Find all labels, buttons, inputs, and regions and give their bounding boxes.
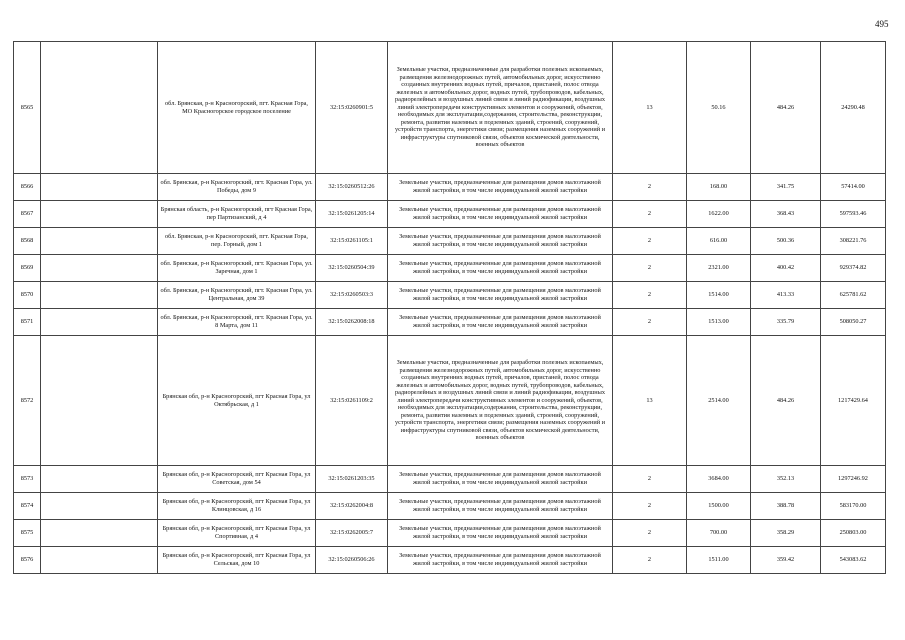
table-row <box>14 42 886 174</box>
row-number: 8573 <box>14 466 41 493</box>
cadastral-value-cell: 597593.46 <box>821 201 886 228</box>
cadastral-value-cell: 1297246.92 <box>821 466 886 493</box>
land-use-cell: Земельные участки, предназначенные для разработки полезных ископаемых, размещения железнодорожных путей, автомобильных дорог, искусственно созданных внутренних водных путей, причалов, пристаней, полос отвода железных и автомобильных дорог, водных путей, трубопроводов, кабельных, радиорелейных и воздушных линий связи и линий радиофикации, воздушных линий электропередачи конструктивных элементов и сооружений, объектов, необходимых для эксплуатации,содержания, строительства, реконструкции, ремонта, развития наземных и подземных зданий, строений, сооружений, устройств транспорта, энергетики связи; размещения наземных сооружений и инфраструктуры спутниковой связи, объектов космической деятельности, военных объектов <box>388 336 613 466</box>
table-body <box>14 42 886 574</box>
row-number: 8568 <box>14 228 41 255</box>
group-cell: 2 <box>613 520 687 547</box>
blank-cell <box>41 493 158 520</box>
specific-value-cell: 484.26 <box>751 42 821 174</box>
cadastral-value-table <box>13 41 886 574</box>
group-cell: 13 <box>613 336 687 466</box>
row-number: 8569 <box>14 255 41 282</box>
row-number: 8576 <box>14 547 41 574</box>
blank-cell <box>41 174 158 201</box>
specific-value-cell: 359.42 <box>751 547 821 574</box>
blank-cell <box>41 228 158 255</box>
address-cell: Брянская обл, р-н Красногорский, пгт Красная Гора, ул Спортивная, д 4 <box>158 520 316 547</box>
table-row <box>14 336 886 466</box>
cadastral-number-cell: 32:15:0260504:39 <box>316 255 388 282</box>
address-cell: обл. Брянская, р-н Красногорский, пгт. Красная Гора, ул. 8 Марта, дом 11 <box>158 309 316 336</box>
address-cell: Брянская обл, р-н Красногорский, пгт Красная Гора, ул Клинцовская, д 16 <box>158 493 316 520</box>
area-cell: 2514.00 <box>687 336 751 466</box>
group-cell: 13 <box>613 42 687 174</box>
specific-value-cell: 500.36 <box>751 228 821 255</box>
land-use-cell: Земельные участки, предназначенные для размещения домов малоэтажной жилой застройки, в том числе индивидуальной жилой застройки <box>388 309 613 336</box>
row-number: 8571 <box>14 309 41 336</box>
row-number: 8575 <box>14 520 41 547</box>
cadastral-number-cell: 32:15:0262004:8 <box>316 493 388 520</box>
cadastral-number-cell: 32:15:0262008:18 <box>316 309 388 336</box>
cadastral-value-cell: 250803.00 <box>821 520 886 547</box>
blank-cell <box>41 201 158 228</box>
land-use-cell: Земельные участки, предназначенные для размещения домов малоэтажной жилой застройки, в том числе индивидуальной жилой застройки <box>388 174 613 201</box>
row-number: 8572 <box>14 336 41 466</box>
address-cell: Брянская область, р-н Красногорский, пгт Красная Гора, пер Партизанский, д 4 <box>158 201 316 228</box>
table-row <box>14 201 886 228</box>
specific-value-cell: 368.43 <box>751 201 821 228</box>
table-row <box>14 520 886 547</box>
table-row <box>14 493 886 520</box>
table-row <box>14 228 886 255</box>
group-cell: 2 <box>613 201 687 228</box>
area-cell: 1511.00 <box>687 547 751 574</box>
blank-cell <box>41 42 158 174</box>
cadastral-number-cell: 32:15:0260512:26 <box>316 174 388 201</box>
area-cell: 700.00 <box>687 520 751 547</box>
specific-value-cell: 388.78 <box>751 493 821 520</box>
land-use-cell: Земельные участки, предназначенные для размещения домов малоэтажной жилой застройки, в том числе индивидуальной жилой застройки <box>388 255 613 282</box>
specific-value-cell: 484.26 <box>751 336 821 466</box>
cadastral-value-cell: 625781.62 <box>821 282 886 309</box>
specific-value-cell: 341.75 <box>751 174 821 201</box>
table-row <box>14 309 886 336</box>
address-cell: обл. Брянская, р-н Красногорский, пгт. Красная Гора, МО Красногорское городское поселение <box>158 42 316 174</box>
land-use-cell: Земельные участки, предназначенные для размещения домов малоэтажной жилой застройки, в том числе индивидуальной жилой застройки <box>388 201 613 228</box>
area-cell: 3684.00 <box>687 466 751 493</box>
blank-cell <box>41 520 158 547</box>
cadastral-value-cell: 308221.76 <box>821 228 886 255</box>
address-cell: Брянская обл, р-н Красногорский, пгт Красная Гора, ул Октябрьская, д 1 <box>158 336 316 466</box>
address-cell: обл. Брянская, р-н Красногорский, пгт. Красная Гора, ул. Центральная, дом 39 <box>158 282 316 309</box>
blank-cell <box>41 466 158 493</box>
address-cell: обл. Брянская, р-н Красногорский, пгт. Красная Гора, ул. Заречная, дом 1 <box>158 255 316 282</box>
cadastral-number-cell: 32:15:0260506:26 <box>316 547 388 574</box>
address-cell: обл. Брянская, р-н Красногорский, пгт. Красная Гора, пер. Горный, дом 1 <box>158 228 316 255</box>
blank-cell <box>41 547 158 574</box>
land-use-cell: Земельные участки, предназначенные для размещения домов малоэтажной жилой застройки, в том числе индивидуальной жилой застройки <box>388 228 613 255</box>
blank-cell <box>41 255 158 282</box>
table-row <box>14 255 886 282</box>
land-use-cell: Земельные участки, предназначенные для размещения домов малоэтажной жилой застройки, в том числе индивидуальной жилой застройки <box>388 466 613 493</box>
table-row <box>14 547 886 574</box>
row-number: 8566 <box>14 174 41 201</box>
specific-value-cell: 358.29 <box>751 520 821 547</box>
address-cell: Брянская обл, р-н Красногорский, пгт Красная Гора, ул Сельская, дом 10 <box>158 547 316 574</box>
land-use-cell: Земельные участки, предназначенные для размещения домов малоэтажной жилой застройки, в том числе индивидуальной жилой застройки <box>388 547 613 574</box>
cadastral-value-cell: 57414.00 <box>821 174 886 201</box>
cadastral-value-cell: 24290.48 <box>821 42 886 174</box>
cadastral-value-cell: 1217429.64 <box>821 336 886 466</box>
group-cell: 2 <box>613 309 687 336</box>
area-cell: 1513.00 <box>687 309 751 336</box>
address-cell: Брянская обл, р-н Красногорский, пгт Красная Гора, ул Советская, дом 54 <box>158 466 316 493</box>
area-cell: 1514.00 <box>687 282 751 309</box>
land-use-cell: Земельные участки, предназначенные для размещения домов малоэтажной жилой застройки, в том числе индивидуальной жилой застройки <box>388 282 613 309</box>
area-cell: 1500.00 <box>687 493 751 520</box>
row-number: 8567 <box>14 201 41 228</box>
cadastral-number-cell: 32:15:0261203:35 <box>316 466 388 493</box>
table-row <box>14 174 886 201</box>
area-cell: 2321.00 <box>687 255 751 282</box>
blank-cell <box>41 282 158 309</box>
group-cell: 2 <box>613 174 687 201</box>
cadastral-value-cell: 508050.27 <box>821 309 886 336</box>
cadastral-value-cell: 543083.62 <box>821 547 886 574</box>
cadastral-number-cell: 32:15:0260503:3 <box>316 282 388 309</box>
group-cell: 2 <box>613 493 687 520</box>
group-cell: 2 <box>613 547 687 574</box>
page-number: 495 <box>875 19 889 29</box>
specific-value-cell: 400.42 <box>751 255 821 282</box>
land-use-cell: Земельные участки, предназначенные для разработки полезных ископаемых, размещения железнодорожных путей, автомобильных дорог, искусственно созданных внутренних водных путей, причалов, пристаней, полос отвода железных и автомобильных дорог, водных путей, трубопроводов, кабельных, радиорелейных и воздушных линий связи и линий радиофикации, воздушных линий электропередачи конструктивных элементов и сооружений, объектов, необходимых для эксплуатации,содержания, строительства, реконструкции, ремонта, развития наземных и подземных зданий, строений, сооружений, устройств транспорта, энергетики связи; размещения наземных сооружений и инфраструктуры спутниковой связи, объектов космической деятельности, военных объектов <box>388 42 613 174</box>
row-number: 8574 <box>14 493 41 520</box>
group-cell: 2 <box>613 282 687 309</box>
cadastral-value-cell: 583170.00 <box>821 493 886 520</box>
blank-cell <box>41 336 158 466</box>
address-cell: обл. Брянская, р-н Красногорский, пгт. Красная Гора, ул. Победы, дом 9 <box>158 174 316 201</box>
specific-value-cell: 352.13 <box>751 466 821 493</box>
table-row <box>14 466 886 493</box>
cadastral-number-cell: 32:15:0261109:2 <box>316 336 388 466</box>
row-number: 8570 <box>14 282 41 309</box>
blank-cell <box>41 309 158 336</box>
group-cell: 2 <box>613 255 687 282</box>
table-row <box>14 282 886 309</box>
row-number: 8565 <box>14 42 41 174</box>
area-cell: 1622.00 <box>687 201 751 228</box>
cadastral-number-cell: 32:15:0262005:7 <box>316 520 388 547</box>
area-cell: 616.00 <box>687 228 751 255</box>
area-cell: 50.16 <box>687 42 751 174</box>
area-cell: 168.00 <box>687 174 751 201</box>
group-cell: 2 <box>613 466 687 493</box>
land-use-cell: Земельные участки, предназначенные для размещения домов малоэтажной жилой застройки, в том числе индивидуальной жилой застройки <box>388 520 613 547</box>
cadastral-number-cell: 32:15:0261105:1 <box>316 228 388 255</box>
specific-value-cell: 335.79 <box>751 309 821 336</box>
cadastral-number-cell: 32:15:0260901:5 <box>316 42 388 174</box>
cadastral-number-cell: 32:15:0261205:14 <box>316 201 388 228</box>
specific-value-cell: 413.33 <box>751 282 821 309</box>
cadastral-value-cell: 929374.82 <box>821 255 886 282</box>
land-use-cell: Земельные участки, предназначенные для размещения домов малоэтажной жилой застройки, в том числе индивидуальной жилой застройки <box>388 493 613 520</box>
group-cell: 2 <box>613 228 687 255</box>
